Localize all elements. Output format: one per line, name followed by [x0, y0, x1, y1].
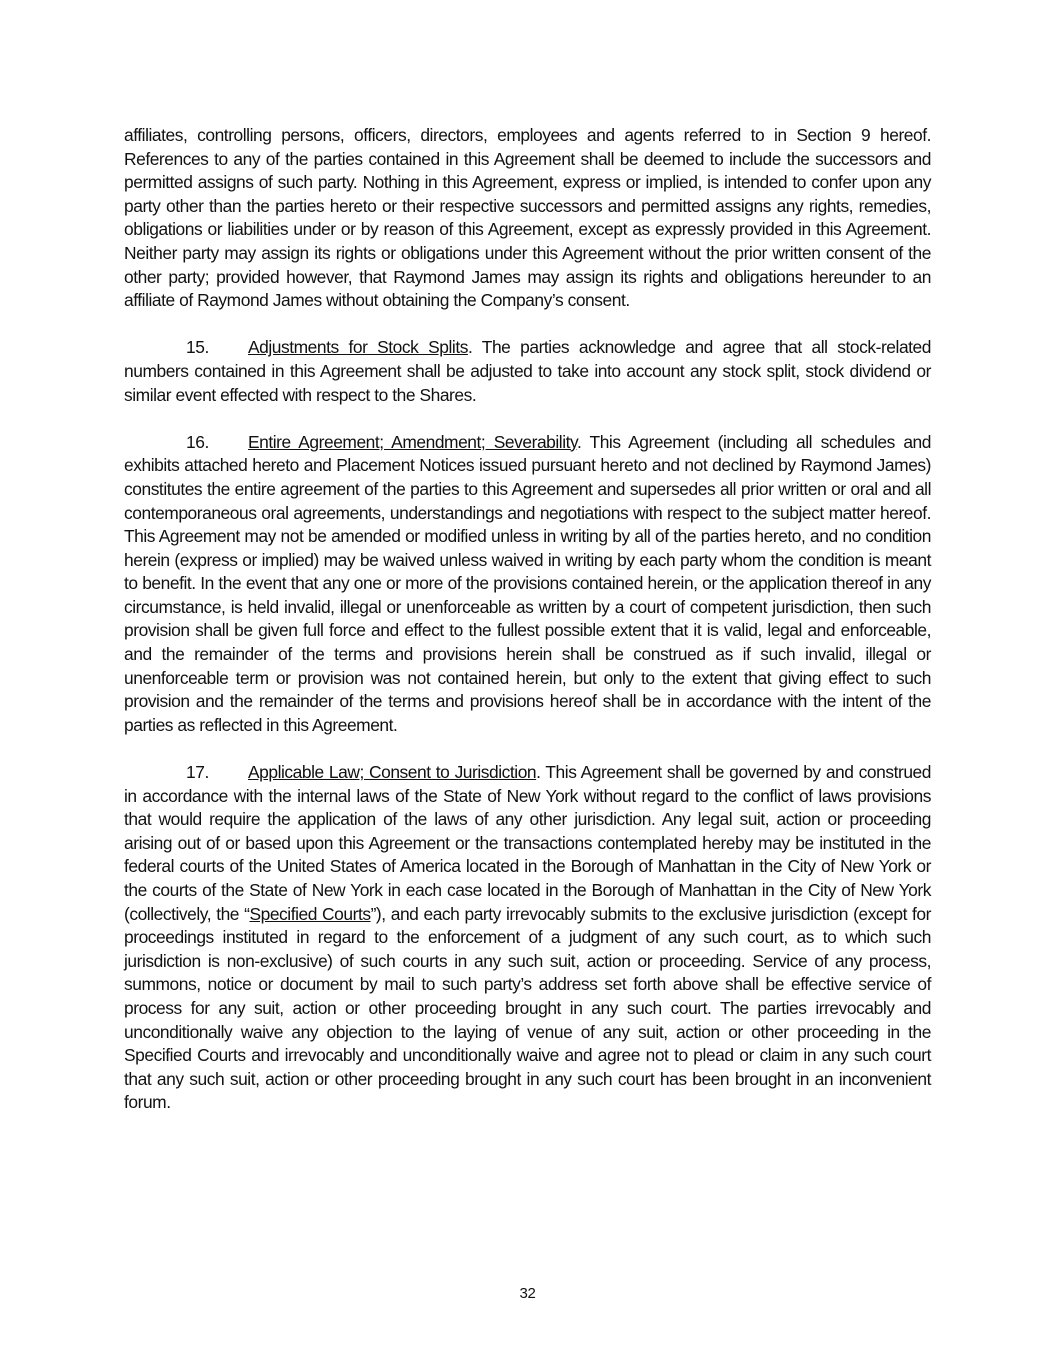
section-heading: Applicable Law; Consent to Jurisdiction	[248, 762, 537, 783]
section-body-continued: ”), and each party irrevocably submits to the exclusive jurisdiction (except for proceedings instituted in regard to the enforcement of a judgment of any such court, as to which such jurisdiction is non-exclusive) of such courts in any such suit, action or proceeding. Service of any process, summons, notice or document by mail to such party’s address set forth above shall be effective service of process for any suit, action or other proceeding brought in any such court. The parties irrevocably and unconditionally waive any objection to the laying of venue of any suit, action or other proceeding in the Specified Courts and irrevocably and unconditionally waive and agree not to plead or claim in any such court that any such suit, action or other proceeding brought in any such court has been brought in an inconvenient forum.	[124, 903, 931, 1113]
section-number: 16.	[186, 431, 209, 452]
page-number: 32	[519, 1285, 536, 1302]
defined-term: Specified Courts	[249, 903, 371, 924]
section-body: . The parties acknowledge and agree that all stock-related numbers contained in this Agreement shall be adjusted to take into account any stock split, stock dividend or similar event effected with respect to the Shares.	[124, 337, 931, 405]
document-page	[124, 124, 931, 1115]
section-15-paragraph	[124, 336, 931, 407]
section-number: 15.	[186, 337, 209, 358]
section-heading: Entire Agreement; Amendment; Severability	[248, 431, 577, 452]
continuation-paragraph: affiliates, controlling persons, officers, directors, employees and agents referred to in Section 9 hereof. References to any of the parties contained in this Agreement shall be deemed to include the successors and permitted assigns of such party. Nothing in this Agreement, express or implied, is intended to confer upon any party other than the parties hereto or their respective successors and permitted assigns any rights, remedies, obligations or liabilities under or by reason of this Agreement, except as expressly provided in this Agreement. Neither party may assign its rights or obligations under this Agreement without the prior written consent of the other party; provided however, that Raymond James may assign its rights and obligations hereunder to an affiliate of Raymond James without obtaining the Company’s consent.	[124, 125, 931, 311]
section-body: . This Agreement shall be governed by and construed in accordance with the internal laws of the State of New York without regard to the conflict of laws provisions that would require the application of the laws of any other jurisdiction. Any legal suit, action or proceeding arising out of or based upon this Agreement or the transactions contemplated hereby may be instituted in the federal courts of the United States of America located in the Borough of Manhattan in the City of New York or the courts of the State of New York in each case located in the Borough of Manhattan in the City of New York (collectively, the “	[124, 762, 931, 924]
section-number: 17.	[186, 762, 209, 783]
section-heading: Adjustments for Stock Splits	[248, 337, 468, 358]
section-body: . This Agreement (including all schedules and exhibits attached hereto and Placement Notices issued pursuant hereto and not declined by Raymond James) constitutes the entire agreement of the parties to this Agreement and supersedes all prior written or oral and all contemporaneous oral agreements, understandings and negotiations with respect to the subject matter hereof. This Agreement may not be amended or modified unless in writing by all of the parties hereto, and no condition herein (express or implied) may be waived unless waived in writing by each party whom the condition is meant to benefit. In the event that any one or more of the provisions contained herein, or the application thereof in any circumstance, is held invalid, illegal or unenforceable as written by a court of competent jurisdiction, then such provision shall be given full force and effect to the fullest possible extent that it is valid, legal and enforceable, and the remainder of the terms and provisions herein shall be construed as if such invalid, illegal or unenforceable term or provision was not contained herein, but only to the extent that giving effect to such provision and the remainder of the terms and provisions hereof shall be in accordance with the intent of the parties as reflected in this Agreement.	[124, 431, 931, 735]
section-17-paragraph	[124, 761, 931, 1115]
section-16-paragraph	[124, 431, 931, 738]
